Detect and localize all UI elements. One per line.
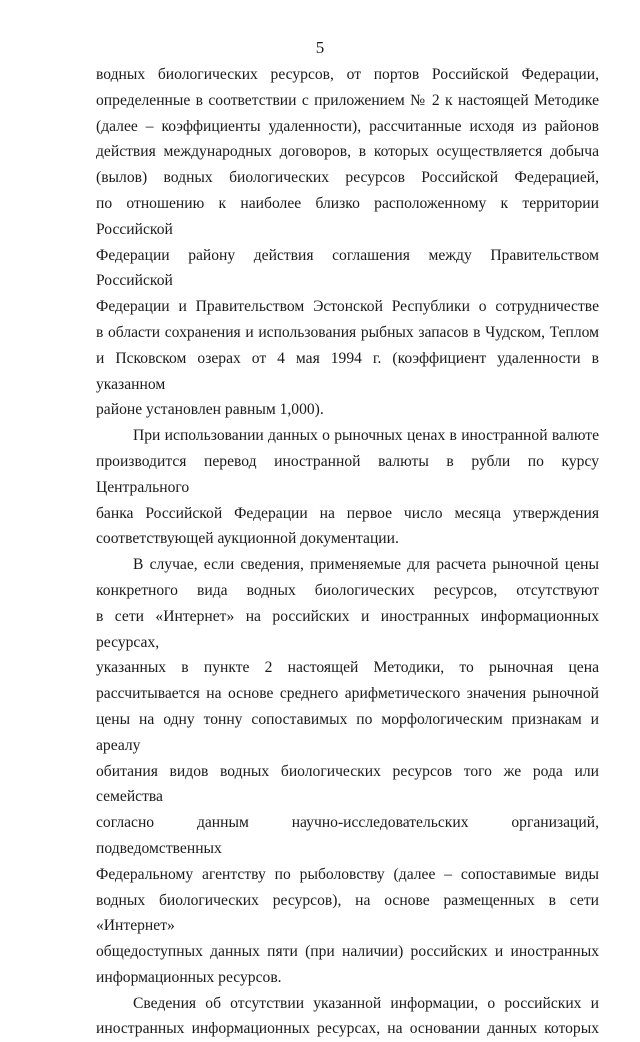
text-line: Федерации и Правительством Эстонской Республики о сотрудничестве: [96, 298, 599, 316]
text-line: В случае, если сведения, применяемые для расчета рыночной цены: [133, 556, 599, 574]
text-line: Сведения об отсутствии указанной информации, о российских и: [133, 994, 599, 1012]
text-line: рассчитывается на основе среднего арифметического значения рыночной: [96, 685, 599, 703]
text-line: районе установлен равным 1,000).: [96, 401, 324, 419]
text-line: банка Российской Федерации на первое число месяца утверждения: [96, 504, 599, 522]
text-line: по отношению к наиболее близко расположенному к территории Российской: [96, 194, 599, 238]
text-line: общедоступных данных пяти (при наличии) российских и иностранных: [96, 943, 599, 961]
text-line: в сети «Интернет» на российских и иностранных информационных ресурсах,: [96, 607, 599, 651]
text-line: определенные в соответствии с приложением № 2 к настоящей Методике: [96, 91, 599, 109]
paragraph-missing-market-price: [96, 552, 599, 991]
text-line: водных биологических ресурсов), на основе размещенных в сети «Интернет»: [96, 891, 599, 935]
text-line: обитания видов водных биологических ресурсов того же рода или семейства: [96, 762, 599, 806]
text-line: в области сохранения и использования рыбных запасов в Чудском, Теплом: [96, 323, 599, 341]
paragraph-distance-coefficients: [96, 62, 599, 423]
text-line: Федерации району действия соглашения между Правительством Российской: [96, 246, 599, 290]
text-line: производится перевод иностранной валюты в рубли по курсу Центрального: [96, 452, 599, 496]
text-line: соответствующей аукционной документации.: [96, 530, 399, 548]
text-line: (далее – коэффициенты удаленности), рассчитанные исходя из районов: [96, 117, 599, 135]
text-line: информационных ресурсов.: [96, 968, 282, 986]
text-line: цены на одну тонну сопоставимых по морфологическим признакам и ареалу: [96, 710, 599, 754]
text-line: Федеральному агентству по рыболовству (далее – сопоставимые виды: [96, 865, 599, 883]
text-line: (вылов) водных биологических ресурсов Российской Федерацией,: [96, 169, 599, 187]
text-line: конкретного вида водных биологических ресурсов, отсутствуют: [96, 581, 599, 599]
paragraph-absence-of-information: [96, 991, 599, 1042]
document-body: [96, 62, 599, 1042]
page-number: 5: [315, 38, 325, 57]
text-line: указанных в пункте 2 настоящей Методики, то рыночная цена: [96, 659, 599, 677]
text-line: иностранных информационных ресурсах, на основании данных которых: [96, 1020, 599, 1038]
text-line: и Псковском озерах от 4 мая 1994 г. (коэффициент удаленности в указанном: [96, 349, 599, 393]
text-line: согласно данным научно-исследовательских организаций, подведомственных: [96, 814, 599, 857]
text-line: действия международных договоров, в которых осуществляется добыча: [96, 143, 599, 161]
text-line: При использовании данных о рыночных ценах в иностранной валюте: [133, 427, 599, 445]
paragraph-currency-conversion: [96, 423, 599, 552]
text-line: водных биологических ресурсов, от портов Российской Федерации,: [96, 66, 599, 83]
